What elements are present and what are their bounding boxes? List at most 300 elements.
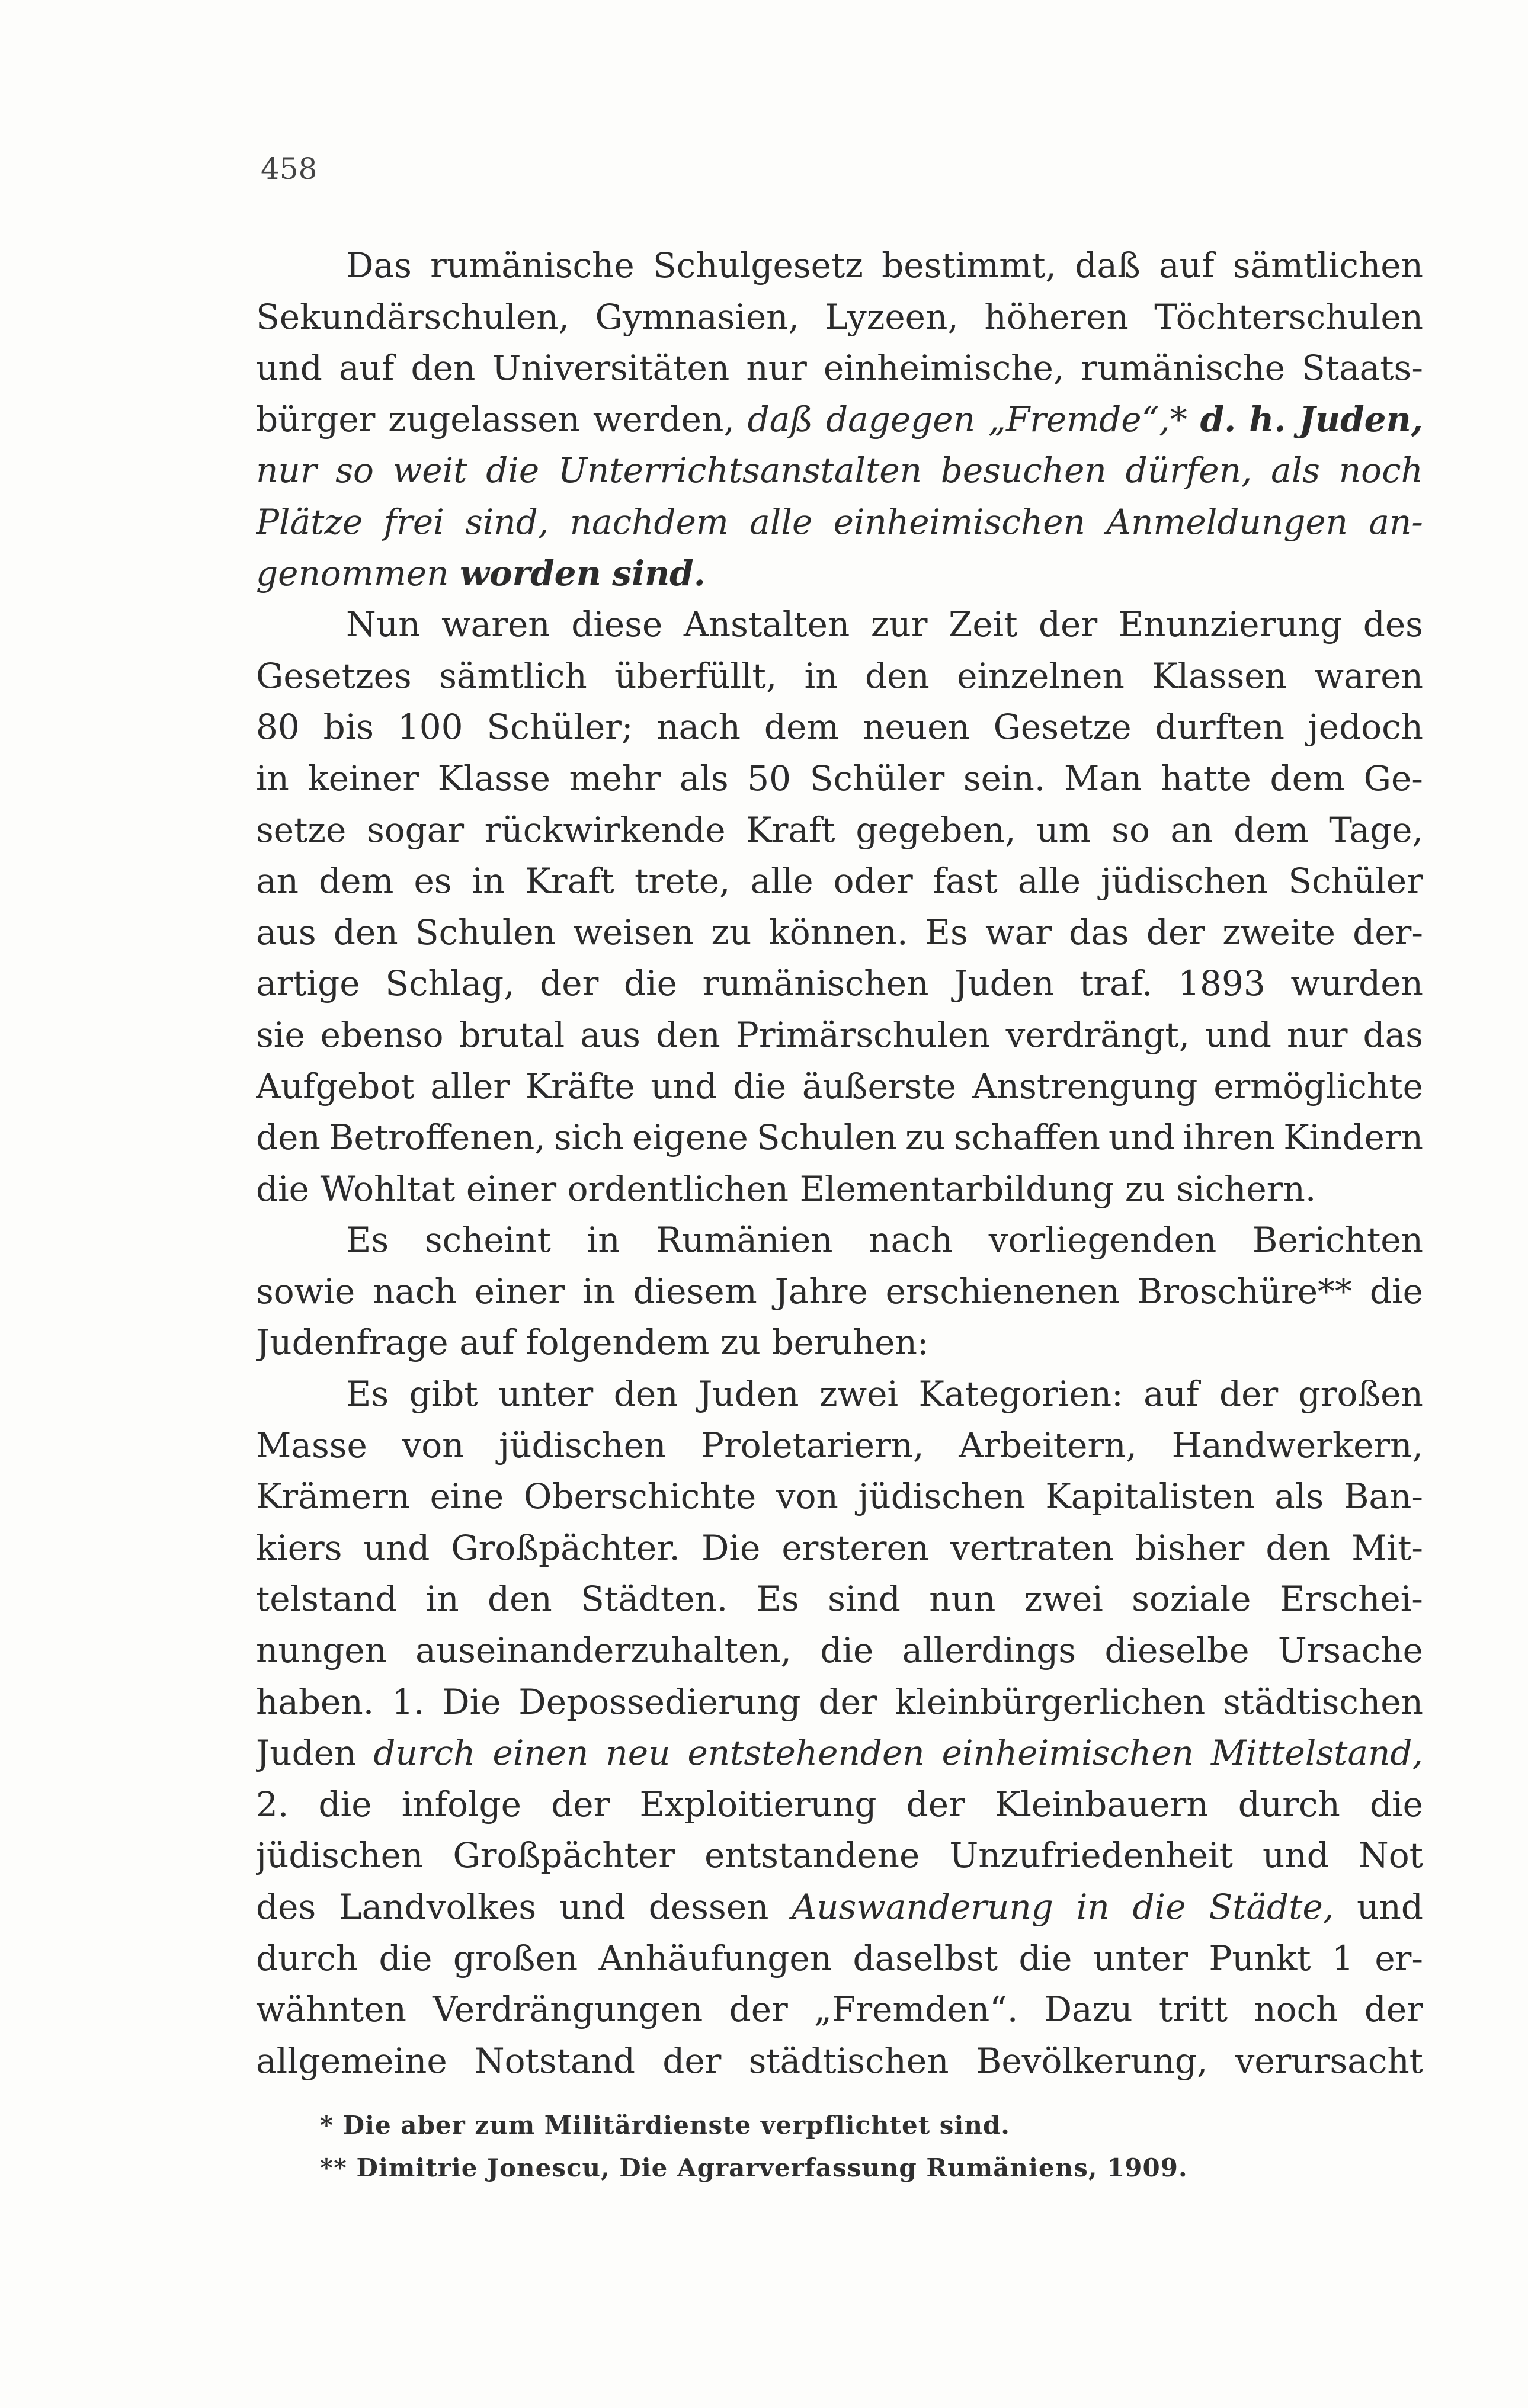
word: Judenfrage: [256, 1322, 449, 1363]
word: nach: [869, 1220, 953, 1261]
word: in: [425, 1579, 459, 1620]
word: die: [1132, 1887, 1186, 1927]
word: Kleinbauern: [995, 1784, 1209, 1825]
word: Kraft: [746, 809, 835, 850]
word: alle: [749, 501, 813, 542]
word: jüdischen: [1100, 861, 1268, 902]
word: bürger: [256, 399, 376, 440]
word: auf: [1143, 1374, 1199, 1415]
word: der: [729, 1989, 788, 2030]
word: zur: [870, 604, 928, 645]
footnote: * Die aber zum Militärdienste verpflichtet sind.: [320, 2111, 1010, 2140]
word: der: [540, 963, 599, 1004]
word: Töchterschulen: [1154, 296, 1423, 337]
word: genommen: [256, 553, 449, 594]
word: in: [582, 1271, 616, 1312]
text-line: [256, 548, 1423, 599]
word: den: [655, 1014, 720, 1055]
word: den: [256, 1117, 321, 1158]
word: als: [679, 758, 729, 799]
word: Es: [346, 1374, 389, 1415]
word: sind,: [465, 501, 549, 542]
word: zwei: [1024, 1579, 1103, 1620]
text-line: [256, 2035, 1423, 2087]
word: nach: [656, 707, 741, 748]
text-line: [256, 907, 1423, 958]
text-line: [256, 1779, 1423, 1830]
word: und: [1263, 1835, 1329, 1876]
word: nungen: [256, 1630, 387, 1671]
word: Es: [346, 1220, 389, 1261]
word: Juden: [256, 1733, 357, 1774]
word: Anstrengung: [972, 1066, 1198, 1107]
word: Man: [1064, 758, 1142, 799]
word: Sekundärschulen,: [256, 296, 569, 337]
word: können.: [768, 912, 908, 953]
word: die: [486, 450, 540, 491]
text-line: [256, 1214, 1423, 1266]
word: zweite: [1222, 912, 1335, 953]
word: erschienenen: [885, 1271, 1120, 1312]
text-line: [256, 650, 1423, 702]
word: Primärschulen: [735, 1014, 991, 1055]
word: 80: [256, 707, 300, 748]
word: Klassen: [1152, 655, 1287, 696]
word: waren: [1314, 655, 1423, 696]
word: vertraten: [950, 1527, 1114, 1568]
word: jüdischen: [858, 1476, 1026, 1517]
word: Ban-: [1343, 1476, 1423, 1517]
word: daß: [747, 399, 813, 440]
word: und: [363, 1527, 430, 1568]
word: Das: [346, 245, 412, 286]
word: den: [864, 655, 930, 696]
word: großen: [453, 1938, 578, 1979]
word: Nun: [346, 604, 421, 645]
word: waren: [441, 604, 550, 645]
word: soziale: [1132, 1579, 1251, 1620]
word: bestimmt,: [882, 245, 1056, 286]
word: die: [1369, 1784, 1423, 1825]
word: scheint: [424, 1220, 551, 1261]
word: Schüler;: [486, 707, 633, 748]
text-line: [256, 342, 1423, 394]
word: einheimischen: [941, 1733, 1194, 1774]
word: Klasse: [437, 758, 550, 799]
word: Universitäten: [492, 348, 730, 389]
word: das: [1363, 1014, 1423, 1055]
word: brutal: [459, 1014, 565, 1055]
word: werden,: [592, 399, 735, 440]
word: Aufgebot: [256, 1066, 415, 1107]
word: städtischen: [748, 2040, 949, 2081]
word: auf: [459, 1322, 515, 1363]
text-line: [256, 496, 1423, 548]
word: die: [733, 1066, 787, 1107]
text-line: [256, 1163, 1423, 1215]
word: als: [1274, 1476, 1324, 1517]
word: Es: [756, 1579, 799, 1620]
word: und: [1109, 1117, 1175, 1158]
word: „Fremde“,*: [988, 399, 1187, 440]
word: Städten.: [581, 1579, 728, 1620]
word: auseinanderzuhalten,: [415, 1630, 792, 1671]
text-line: [256, 599, 1423, 650]
word: rückwirkende: [484, 809, 726, 850]
word: sämtlich: [439, 655, 587, 696]
word: die: [256, 1168, 310, 1209]
footnote: ** Dimitrie Jonescu, Die Agrarverfassung Rumäniens, 1909.: [320, 2153, 1188, 2182]
text-line: [256, 1112, 1423, 1163]
word: der: [662, 2040, 722, 2081]
word: Kraft: [525, 861, 614, 902]
word: artige: [256, 963, 360, 1004]
word: dürfen,: [1125, 450, 1252, 491]
text-line: [256, 753, 1423, 804]
word: Exploitierung: [639, 1784, 877, 1825]
word: Juden,: [1299, 399, 1423, 440]
text-line: [256, 1471, 1423, 1522]
word: 100: [397, 707, 463, 748]
word: daß: [1075, 245, 1141, 286]
word: die: [379, 1938, 433, 1979]
word: an: [256, 861, 299, 902]
word: worden: [459, 553, 601, 594]
word: dagegen: [826, 399, 975, 440]
word: Jahre: [774, 1271, 868, 1312]
word: Zeit: [949, 604, 1018, 645]
word: Berichten: [1252, 1220, 1423, 1261]
word: hatte: [1160, 758, 1251, 799]
word: setze: [256, 809, 347, 850]
word: er-: [1375, 1938, 1423, 1979]
word: es: [414, 861, 452, 902]
word: nachdem: [569, 501, 729, 542]
page-number: 458: [261, 152, 318, 186]
word: nach: [373, 1271, 457, 1312]
body-text: [256, 240, 1423, 2086]
word: Juden: [699, 1374, 799, 1415]
word: der: [906, 1784, 965, 1825]
word: an-: [1369, 501, 1423, 542]
word: und: [651, 1066, 717, 1107]
word: h.: [1249, 399, 1286, 440]
word: das: [1069, 912, 1129, 953]
word: und: [256, 348, 322, 389]
word: die: [820, 1630, 874, 1671]
text-line: [256, 1933, 1423, 1984]
word: unter: [498, 1374, 594, 1415]
word: verdrängt,: [1005, 1014, 1190, 1055]
word: der: [1219, 1374, 1279, 1415]
word: den: [411, 348, 476, 389]
text-line: [256, 240, 1423, 291]
word: Depossedierung: [518, 1681, 801, 1722]
word: durch: [256, 1938, 358, 1979]
word: telstand: [256, 1579, 398, 1620]
word: an: [1170, 809, 1213, 850]
word: zu: [720, 1322, 761, 1363]
word: und: [1205, 1014, 1271, 1055]
word: aus: [256, 912, 316, 953]
word: der: [818, 1681, 877, 1722]
word: jüdischen: [256, 1835, 424, 1876]
word: sich: [553, 1117, 624, 1158]
word: traf.: [1079, 963, 1153, 1004]
word: oder: [833, 861, 913, 902]
word: allerdings: [902, 1630, 1077, 1671]
word: eigene: [632, 1117, 748, 1158]
text-line: [256, 855, 1423, 907]
word: haben.: [256, 1681, 374, 1722]
word: einen: [492, 1733, 589, 1774]
word: Kapitalisten: [1045, 1476, 1255, 1517]
word: Unterrichtsanstalten: [558, 450, 922, 491]
word: kleinbürgerlichen: [895, 1681, 1206, 1722]
word: von: [402, 1425, 465, 1466]
word: Schulen: [415, 912, 556, 953]
word: neu: [606, 1733, 671, 1774]
word: den: [1266, 1527, 1331, 1568]
word: bis: [323, 707, 374, 748]
word: Rumänien: [656, 1220, 833, 1261]
word: ordentlichen: [567, 1168, 789, 1209]
word: des: [1363, 604, 1423, 645]
word: zu: [711, 912, 752, 953]
word: Es: [925, 912, 968, 953]
word: sein.: [963, 758, 1046, 799]
word: in: [1076, 1887, 1110, 1927]
word: sämtlichen: [1232, 245, 1423, 286]
word: fast: [933, 861, 998, 902]
word: so: [1111, 809, 1150, 850]
word: Handwerkern,: [1171, 1425, 1423, 1466]
text-line: [256, 1573, 1423, 1625]
word: sowie: [256, 1271, 355, 1312]
word: Notstand: [474, 2040, 636, 2081]
word: jedoch: [1308, 707, 1423, 748]
word: Kräfte: [525, 1066, 635, 1107]
word: auf: [1159, 245, 1215, 286]
word: Erschei-: [1279, 1579, 1423, 1620]
word: den: [613, 1374, 678, 1415]
word: wurden: [1290, 963, 1423, 1004]
word: von: [776, 1476, 838, 1517]
word: Plätze: [256, 501, 363, 542]
word: und: [559, 1887, 626, 1927]
word: Gymnasien,: [595, 296, 799, 337]
word: durch: [1238, 1784, 1340, 1825]
word: trete,: [635, 861, 731, 902]
word: städtischen: [1223, 1681, 1423, 1722]
word: diese: [571, 604, 663, 645]
text-line: [256, 1368, 1423, 1420]
word: eine: [430, 1476, 504, 1517]
word: verursacht: [1235, 2040, 1423, 2081]
word: sie: [256, 1014, 305, 1055]
word: Ursache: [1277, 1630, 1423, 1671]
text-line: [256, 394, 1423, 445]
word: Oberschichte: [523, 1476, 757, 1517]
word: allgemeine: [256, 2040, 447, 2081]
word: auf: [338, 348, 395, 389]
word: gibt: [409, 1374, 478, 1415]
word: diesem: [633, 1271, 757, 1312]
text-line: [256, 958, 1423, 1009]
word: dem: [764, 707, 840, 748]
text-line: [256, 1266, 1423, 1317]
text-line: [256, 1727, 1423, 1779]
word: Verdrängungen: [433, 1989, 703, 2030]
word: nun: [929, 1579, 996, 1620]
word: in: [587, 1220, 620, 1261]
text-line: [256, 1009, 1423, 1061]
word: Dazu: [1044, 1989, 1133, 2030]
word: Ge-: [1363, 758, 1423, 799]
text-line: [256, 1522, 1423, 1574]
word: Anmeldungen: [1106, 501, 1348, 542]
word: Schlag,: [385, 963, 515, 1004]
word: einheimischen: [833, 501, 1085, 542]
word: Betroffenen,: [328, 1117, 546, 1158]
word: zu: [905, 1117, 946, 1158]
footnotes: [320, 2104, 1446, 2189]
text-line: [256, 291, 1423, 343]
word: überfüllt,: [614, 655, 777, 696]
word: Arbeitern,: [959, 1425, 1137, 1466]
word: Gesetzes: [256, 655, 412, 696]
word: beruhen:: [771, 1322, 929, 1363]
word: dessen: [648, 1887, 769, 1927]
word: des: [256, 1887, 316, 1927]
word: Not: [1359, 1835, 1423, 1876]
word: der: [1146, 912, 1206, 953]
word: der: [1039, 604, 1098, 645]
text-line: [256, 1061, 1423, 1112]
word: kiers: [256, 1527, 342, 1568]
word: 1.: [391, 1681, 425, 1722]
word: ebenso: [320, 1014, 444, 1055]
word: sogar: [366, 809, 465, 850]
word: d.: [1200, 399, 1237, 440]
word: durften: [1155, 707, 1284, 748]
word: weit: [392, 450, 467, 491]
word: 1893: [1178, 963, 1266, 1004]
word: äußerste: [802, 1066, 956, 1107]
word: besuchen: [940, 450, 1107, 491]
text-line: [256, 701, 1423, 753]
word: zu: [1125, 1168, 1165, 1209]
word: Staats-: [1302, 348, 1423, 389]
word: Masse: [256, 1425, 367, 1466]
text-line: [256, 445, 1423, 496]
word: höheren: [984, 296, 1129, 337]
word: nur: [256, 450, 317, 491]
word: unter: [1093, 1938, 1188, 1979]
word: der: [551, 1784, 610, 1825]
word: sind.: [612, 553, 706, 594]
word: Anstalten: [683, 604, 850, 645]
word: Juden: [954, 963, 1055, 1004]
word: Krämern: [256, 1476, 411, 1517]
word: dem: [318, 861, 394, 902]
word: den: [487, 1579, 552, 1620]
word: sind: [828, 1579, 901, 1620]
word: noch: [1338, 450, 1423, 491]
word: entstandene: [704, 1835, 920, 1876]
word: großen: [1298, 1374, 1423, 1415]
word: Schulgesetz: [652, 245, 863, 286]
word: sichern.: [1176, 1168, 1316, 1209]
word: Großpächter.: [451, 1527, 680, 1568]
word: dieselbe: [1104, 1630, 1250, 1671]
word: nur: [1287, 1014, 1348, 1055]
word: jüdischen: [499, 1425, 667, 1466]
text-line: [256, 1676, 1423, 1728]
word: Anhäufungen: [598, 1938, 832, 1979]
word: die: [1018, 1938, 1072, 1979]
word: einheimische,: [823, 348, 1065, 389]
text-line: [256, 1984, 1423, 2035]
word: Lyzeen,: [825, 296, 959, 337]
word: daselbst: [853, 1938, 998, 1979]
word: Großpächter: [453, 1835, 675, 1876]
word: als: [1271, 450, 1321, 491]
word: in: [804, 655, 838, 696]
word: einer: [466, 1168, 557, 1209]
word: Elementarbildung: [799, 1168, 1114, 1209]
word: rumänischen: [702, 963, 929, 1004]
word: 2.: [256, 1784, 289, 1825]
word: Schüler: [809, 758, 945, 799]
word: noch: [1254, 1989, 1338, 2030]
word: dem: [1234, 809, 1309, 850]
word: 50: [747, 758, 792, 799]
word: ihren: [1183, 1117, 1276, 1158]
word: „Fremden“.: [814, 1989, 1018, 2030]
word: Tage,: [1329, 809, 1423, 850]
word: nur: [746, 348, 807, 389]
word: Punkt: [1209, 1938, 1311, 1979]
word: ermöglichte: [1213, 1066, 1423, 1107]
word: Bevölkerung,: [976, 2040, 1208, 2081]
word: Die: [442, 1681, 501, 1722]
word: Mit-: [1351, 1527, 1423, 1568]
word: gegeben,: [856, 809, 1016, 850]
word: Broschüre**: [1137, 1271, 1353, 1312]
word: die: [623, 963, 677, 1004]
word: dem: [1270, 758, 1345, 799]
word: war: [985, 912, 1052, 953]
word: bisher: [1135, 1527, 1245, 1568]
word: Proletariern,: [701, 1425, 924, 1466]
word: schaffen: [953, 1117, 1101, 1158]
word: tritt: [1158, 1989, 1228, 2030]
word: rumänische: [430, 245, 635, 286]
word: so: [335, 450, 374, 491]
word: weisen: [573, 912, 694, 953]
word: folgendem: [526, 1322, 710, 1363]
word: Städte,: [1209, 1887, 1334, 1927]
word: Auswanderung: [792, 1887, 1053, 1927]
word: wähnten: [256, 1989, 406, 2030]
word: 1: [1331, 1938, 1354, 1979]
text-line: [256, 804, 1423, 856]
word: infolge: [401, 1784, 521, 1825]
word: die: [318, 1784, 372, 1825]
word: Kategorien:: [918, 1374, 1123, 1415]
word: Wohltat: [320, 1168, 456, 1209]
